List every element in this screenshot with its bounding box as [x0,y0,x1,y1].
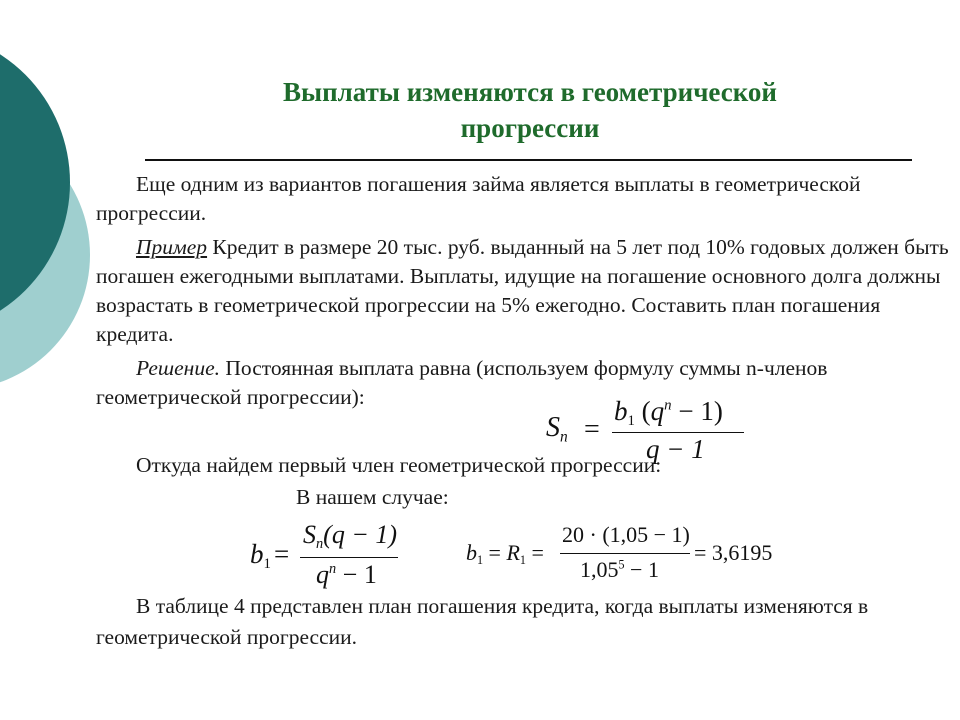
sn-denominator: q − 1 [646,434,705,464]
final-text: В таблице 4 представлен план погашения кредита, когда выплаты изменяются в геометрической прогрессии. [96,594,869,649]
slide-title [140,74,920,146]
sn-equals: = [584,414,600,445]
find-text: Откуда найдем первый член геометрической прогрессии: [136,453,662,477]
solution-text: Постоянная выплата равна (используем формулу суммы n-членов геометрической прогрессии): [96,356,828,409]
title-line-2: прогрессии [460,113,600,143]
example-text: Кредит в размере 20 тыс. руб. выданный на 5 лет под 10% годовых должен быть погашен ежегодными выплатами. Выплаты, идущие на погашение основного долга должны возрастать в геометрической прогрессии на 5% ежегодно. Составить план погашения кредита. [96,235,949,346]
solution-label: Решение. [136,356,221,380]
intro-text: Еще одним из вариантов погашения займа является выплаты в геометрической прогрессии. [96,172,861,225]
calc-numerator: 20 · (1,05 − 1) [562,522,690,547]
b1-denominator: $q^n - 1$ [316,560,377,589]
sn-numerator: $b_1$ $(q^n - 1)$ [614,396,723,430]
example-label: Пример [136,235,208,259]
our-case-label: В нашем случае: [296,485,449,509]
intro-paragraph [96,170,956,228]
b1-equals: = [274,539,290,569]
calc-lhs: $b_1 = R_1$ = [466,540,544,568]
sn-lhs: $S_n$ [546,412,568,446]
calc-result: = 3,6195 [694,540,773,565]
title-divider [145,159,912,161]
calc-fraction-bar [560,553,690,554]
final-paragraph [96,591,956,653]
calc-denominator: $1,05^5 - 1$ [580,557,659,582]
solution-paragraph [96,354,956,412]
example-paragraph [96,233,956,349]
b1-fraction-bar [300,557,398,558]
b1-numerator: $S_n(q - 1)$ [303,520,398,552]
find-first-term-paragraph [96,451,956,480]
sn-fraction-bar [612,432,744,433]
b1-lhs: $b_1$ [250,539,271,573]
title-line-1: Выплаты изменяются в геометрической [283,77,777,107]
